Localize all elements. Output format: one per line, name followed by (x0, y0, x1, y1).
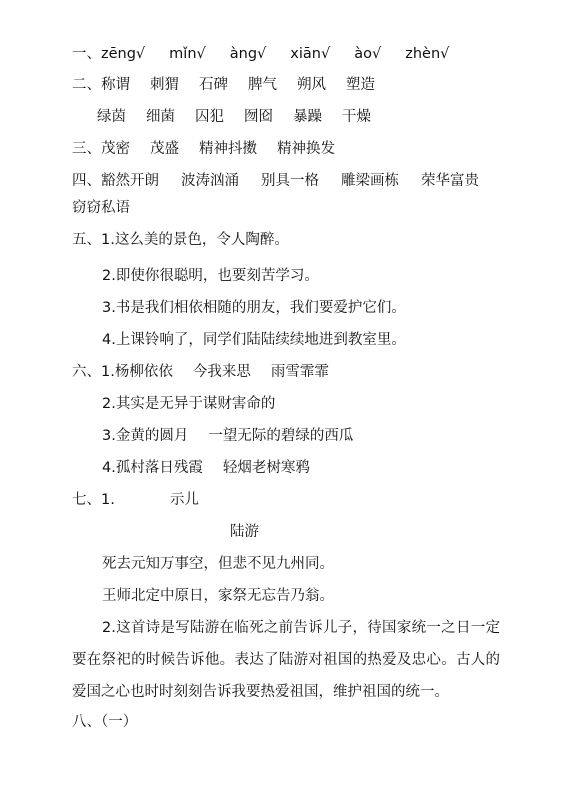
idiom-answer: 雕梁画栋 (341, 173, 399, 189)
pinyin-answer: zhèn√ (405, 46, 450, 62)
sentence-answer: 3.书是我们相依相随的朋友，我们要爱护它们。 (102, 300, 406, 316)
section-2-line-1 (72, 75, 375, 95)
verse-answer: 4.孤村落日残霞 (102, 460, 203, 476)
pinyin-answer: xiān√ (290, 46, 331, 62)
word-answer: 石碑 (199, 77, 228, 93)
section-7-number: 1. (101, 492, 115, 508)
pinyin-answer: zēng√ (101, 46, 146, 62)
verse-answer: 3.金黄的圆月 (102, 428, 189, 444)
word-answer: 茂盛 (150, 141, 179, 157)
verse-answer: 1.杨柳依依 (101, 364, 173, 380)
section-3-label: 三、 (72, 141, 101, 157)
section-1-label: 一、 (72, 46, 101, 62)
idiom-answer: 荣华富贵 (421, 173, 479, 189)
poem-verse-2: 王师北定中原日，家祭无忘告乃翁。 (102, 588, 334, 604)
section-4-line-2 (72, 198, 130, 218)
word-answer: 称谓 (101, 77, 130, 93)
sentence-answer: 2.即使你很聪明，也要刻苦学习。 (102, 268, 319, 284)
word-answer: 精神换发 (277, 141, 335, 157)
verse-answer: 轻烟老树寒鸦 (222, 460, 310, 476)
section-2-label: 二、 (72, 77, 101, 93)
section-6-line-4 (102, 458, 310, 478)
section-4-line-1 (72, 171, 479, 191)
section-5-line-4 (102, 330, 406, 350)
poem-author: 陆游 (230, 524, 259, 540)
section-5-line-3 (102, 298, 406, 318)
section-3-line (72, 139, 335, 159)
idiom-answer: 波涛汹涌 (181, 173, 239, 189)
section-7-paragraph: 2.这首诗是写陆游在临死之前告诉儿子，待国家统一之日一定要在祭祀的时候告诉他。表达了陆游对祖国的热爱及忠心。古人的爱国之心也时时刻刻告诉我要热爱祖国，维护祖国的统一。 (72, 620, 500, 700)
section-7-line-1 (72, 490, 115, 510)
section-5-label: 五、 (72, 232, 101, 248)
idiom-answer: 窃窃私语 (72, 200, 130, 216)
section-6-label: 六、 (72, 364, 101, 380)
section-4-label: 四、 (72, 173, 101, 189)
word-answer: 囚犯 (195, 109, 224, 125)
section-6-line-1 (72, 362, 329, 382)
section-2-line-2 (97, 107, 371, 127)
idiom-answer: 豁然开朗 (101, 173, 159, 189)
section-8-heading: 八、（一） (72, 714, 138, 730)
verse-answer: 雨雪霏霏 (270, 364, 329, 380)
pinyin-answer: ào√ (354, 46, 382, 62)
word-answer: 干燥 (342, 109, 371, 125)
sentence-answer: 4.上课铃响了，同学们陆陆续续地进到教室里。 (102, 332, 406, 348)
word-answer: 脾气 (248, 77, 277, 93)
idiom-answer: 别具一格 (261, 173, 319, 189)
word-answer: 精神抖擞 (199, 141, 257, 157)
verse-answer: 今我来思 (192, 364, 251, 380)
section-5-line-2 (102, 266, 319, 286)
section-6-line-2 (102, 394, 275, 414)
pinyin-answer: mǐn√ (169, 46, 206, 62)
poem-title: 示儿 (170, 492, 199, 508)
poem-verse-1: 死去元知万事空，但悲不见九州同。 (102, 556, 334, 572)
verse-answer: 2.其实是无异于谋财害命的 (102, 396, 276, 412)
section-6-line-3 (102, 426, 353, 446)
word-answer: 暴躁 (293, 109, 322, 125)
word-answer: 绿茵 (97, 109, 126, 125)
word-answer: 朔风 (297, 77, 326, 93)
word-answer: 茂密 (101, 141, 130, 157)
section-1-line (72, 44, 449, 64)
sentence-answer: 1.这么美的景色，令人陶醉。 (101, 232, 289, 248)
verse-answer: 一望无际的碧绿的西瓜 (208, 428, 354, 444)
word-answer: 刺猬 (150, 77, 179, 93)
word-answer: 细菌 (146, 109, 175, 125)
pinyin-answer: àng√ (229, 46, 267, 62)
section-7-label: 七、 (72, 492, 101, 508)
section-5-line-1 (72, 230, 289, 250)
word-answer: 塑造 (346, 77, 375, 93)
word-answer: 囫囵 (244, 109, 273, 125)
